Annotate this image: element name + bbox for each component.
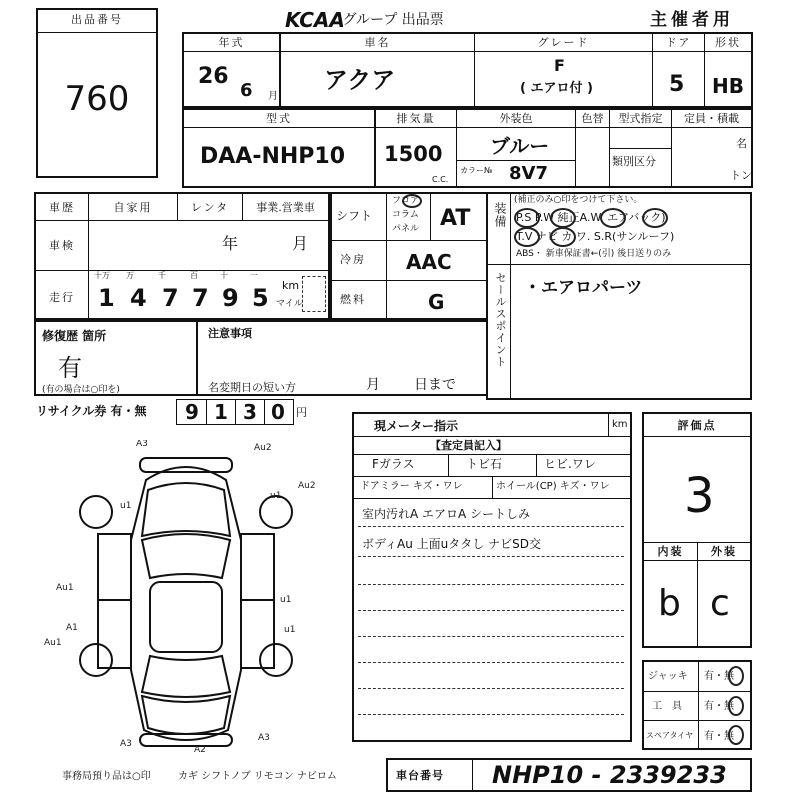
recycle-amount-box xyxy=(176,399,294,425)
ac-value: AAC xyxy=(406,250,452,274)
notes-label: 注意事項 xyxy=(208,327,252,340)
repair-box xyxy=(34,320,198,396)
sales-point-value: ・エアロパーツ xyxy=(524,278,643,298)
repair-label: 修復歴 箇所 xyxy=(42,329,107,343)
navi-circle xyxy=(550,227,576,247)
pw-circle xyxy=(550,208,576,228)
damage-mark: A3 xyxy=(136,440,148,449)
damage-mark: A1 xyxy=(66,623,78,633)
history-rental: レンタ xyxy=(190,201,230,214)
history-private: 自家用 xyxy=(113,201,153,214)
history-table xyxy=(34,192,330,320)
roof xyxy=(150,582,222,652)
colorno-label: カラー№ xyxy=(460,166,493,175)
damage-mark: Au1 xyxy=(44,638,62,648)
ps-circle xyxy=(514,208,540,228)
inspector-box xyxy=(352,412,632,742)
mileage-label: 走行 xyxy=(49,291,75,304)
org-logo: KCAA xyxy=(285,8,345,32)
jack-label: ジャッキ xyxy=(648,671,688,682)
inspector-title: 【査定員記入】 xyxy=(430,439,507,452)
interior-label: 内装 xyxy=(657,545,684,558)
recycle-digit: 1 xyxy=(214,400,228,424)
mirror-label: ドアミラー キズ・ワレ xyxy=(360,481,463,492)
tool-none-mark xyxy=(728,696,744,716)
name-value: アクア xyxy=(324,66,396,94)
month-unit: 月 xyxy=(268,91,278,102)
repair-note: (有の場合は○印を) xyxy=(42,385,120,395)
recolor-label: 色替 xyxy=(581,112,604,125)
recycle-unit: 円 xyxy=(296,406,307,419)
meter-unit: km xyxy=(612,419,628,430)
spare-none-mark xyxy=(728,725,744,745)
sponsor-label: 主催者用 xyxy=(650,10,734,30)
equipment-label: 装備 xyxy=(493,202,507,228)
tv-circle xyxy=(514,227,540,247)
equipment-line-1: P.S P.W 純正A.W. エアバック) xyxy=(516,211,666,224)
chassis-value: NHP10 - 2339233 xyxy=(492,761,727,789)
fuel-label: 燃料 xyxy=(340,293,366,306)
mileage-digit: 7 xyxy=(162,284,179,312)
airbag-circle xyxy=(642,208,668,228)
vehicle-basic-table xyxy=(182,32,753,108)
score-label: 評価点 xyxy=(677,419,717,432)
month-value: 6 xyxy=(240,80,253,101)
inspection-label: 車検 xyxy=(49,239,75,252)
recycle-label: リサイクル券 有・無 xyxy=(36,404,147,418)
front-bumper xyxy=(140,458,232,472)
fuel-value: G xyxy=(428,290,445,314)
shift-selected-mark xyxy=(402,194,422,208)
chassis-label: 車台番号 xyxy=(396,769,444,782)
model-value: DAA-NHP10 xyxy=(200,144,346,169)
mile-unit: マイル xyxy=(276,299,303,309)
grade-value: F xyxy=(554,56,565,75)
inspection-month: 月 xyxy=(292,234,309,253)
damage-mark: Au2 xyxy=(254,443,272,453)
sales-point-label: セールスポイント xyxy=(494,272,507,368)
notes-box xyxy=(196,320,488,396)
mileage-digit: 5 xyxy=(252,284,269,312)
mileage-digit: 7 xyxy=(192,284,209,312)
crack-label: ヒビ.ワレ xyxy=(544,457,596,471)
trunk xyxy=(142,696,230,734)
stamp-note: 事務局預り品は○印 xyxy=(62,771,151,782)
car-body-outline xyxy=(131,467,241,740)
door-label: ドア xyxy=(665,36,692,49)
lot-number-value: 760 xyxy=(64,79,130,119)
shape-label: 形状 xyxy=(715,36,741,49)
tools-box xyxy=(642,660,752,750)
score-value: 3 xyxy=(684,468,715,524)
damage-mark: Au2 xyxy=(298,481,316,491)
wheel-label: ホイール(CP) キズ・ワレ xyxy=(496,481,610,492)
inspector-note-2: ボディAu 上面uタタし ナビSD交 xyxy=(362,537,541,551)
seats-unit-persons: 名 xyxy=(736,137,747,150)
type-label: 型式指定 xyxy=(618,112,663,125)
name-change-day: 日まで xyxy=(414,377,456,393)
wheel-rear-left xyxy=(80,644,112,676)
digit-label-1k: 千 xyxy=(158,271,166,280)
digit-label-100: 百 xyxy=(190,271,198,280)
drivetrain-table xyxy=(330,192,488,320)
color-label: 外装色 xyxy=(499,112,533,125)
cc-unit: C.C. xyxy=(432,175,449,184)
name-label: 車名 xyxy=(364,36,391,49)
equipment-line-3: ABS・ 新車保証書←(引) 後日送りのみ xyxy=(516,249,672,259)
tool-label: 工具 xyxy=(652,701,692,712)
wheel-rear-right xyxy=(260,644,292,676)
damage-mark: A3 xyxy=(120,739,132,749)
name-change-label: 名変期日の短い方 xyxy=(208,381,296,394)
chip-label: トビ石 xyxy=(466,457,503,471)
mileage-digits xyxy=(90,272,328,318)
inspector-note-1: 室内汚れA エアロA シートしみ xyxy=(362,507,531,521)
mileage-digit: 4 xyxy=(130,284,147,312)
grade-label: グレード xyxy=(537,36,590,49)
digit-label-10k: 万 xyxy=(126,271,134,280)
spare-option: 有・無 xyxy=(704,731,734,742)
class-label: 類別区分 xyxy=(612,155,656,168)
damage-mark: u1 xyxy=(280,595,292,605)
shape-value: HB xyxy=(712,74,744,98)
damage-mark: A3 xyxy=(258,733,270,743)
repair-value: 有 xyxy=(58,354,82,382)
exterior-label: 外装 xyxy=(711,545,737,558)
fglass-label: Fガラス xyxy=(372,457,415,471)
shift-option-panel: パネル xyxy=(392,224,420,234)
color-value: ブルー xyxy=(490,134,550,158)
wheel-front-left xyxy=(80,496,112,528)
cc-label: 排気量 xyxy=(396,112,436,125)
damage-mark: A2 xyxy=(194,745,206,755)
model-label: 型式 xyxy=(266,112,292,125)
name-change-month: 月 xyxy=(366,377,380,393)
ac-label: 冷房 xyxy=(340,253,366,266)
front-hood xyxy=(142,483,230,536)
digit-label-1: 一 xyxy=(250,271,258,280)
shift-option-column: コラム xyxy=(392,210,419,220)
recycle-digit: 0 xyxy=(271,400,285,424)
chassis-box xyxy=(386,758,752,792)
rear-window xyxy=(142,656,230,697)
shift-value: AT xyxy=(440,206,471,231)
jack-option: 有・無 xyxy=(704,671,734,682)
equipment-note: (補正のみ○印をつけて下さい。 xyxy=(514,195,643,205)
aw-circle xyxy=(600,208,626,228)
lot-number-label: 出品番号 xyxy=(71,13,123,26)
exterior-value: c xyxy=(710,583,730,624)
door-value: 5 xyxy=(669,72,685,97)
tool-option: 有・無 xyxy=(704,701,734,712)
lot-number-box xyxy=(36,8,158,178)
mileage-digit: 1 xyxy=(98,284,115,312)
jack-none-mark xyxy=(728,666,744,686)
spare-label: スペアタイヤ xyxy=(646,731,694,740)
inspection-year: 年 xyxy=(222,234,239,253)
grade-sub: ( エアロ付 ) xyxy=(520,81,593,96)
stamp-items: カギ シフトノブ リモコン ナビロム xyxy=(178,771,337,782)
history-business: 事業.営業車 xyxy=(256,201,315,214)
recycle-digit: 9 xyxy=(185,400,199,424)
interior-value: b xyxy=(658,583,681,624)
front-windshield xyxy=(142,534,230,578)
digit-label-10: 十 xyxy=(220,271,228,280)
year-value: 26 xyxy=(198,64,229,89)
year-label: 年式 xyxy=(218,36,245,49)
damage-mark: Au1 xyxy=(56,583,74,593)
form-title: .グループ 出品票 xyxy=(338,12,444,28)
meter-label: 現メーター指示 xyxy=(374,419,459,433)
digit-label-100k: 十万 xyxy=(94,271,110,280)
history-label: 車歴 xyxy=(49,201,75,214)
vehicle-spec-table xyxy=(182,108,753,188)
mileage-digit: 9 xyxy=(222,284,239,312)
equipment-line-2: T.V ナビ カ.ワ. S.R(サンルーフ) xyxy=(516,230,675,243)
shift-option-floor: フロア xyxy=(392,196,420,206)
damage-mark: u1 xyxy=(120,501,132,511)
km-unit: km xyxy=(282,279,300,292)
score-box xyxy=(642,412,752,648)
damage-mark: u1 xyxy=(284,625,296,635)
shift-label: シフト xyxy=(336,209,373,223)
seats-label: 定員・積載 xyxy=(684,112,739,125)
equipment-box xyxy=(486,192,752,400)
damage-mark: u1 xyxy=(270,491,282,501)
car-damage-diagram xyxy=(36,440,336,760)
seats-unit-tons: トン xyxy=(730,169,752,182)
recycle-digit: 3 xyxy=(243,400,257,424)
colorno-value: 8V7 xyxy=(509,163,548,184)
cc-value: 1500 xyxy=(384,142,443,166)
